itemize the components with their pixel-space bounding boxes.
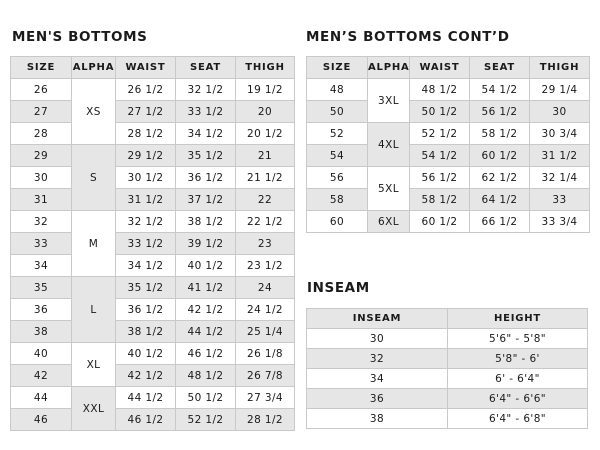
seat-cell: 44 1/2 xyxy=(176,321,236,343)
table-row xyxy=(307,145,590,167)
table-row xyxy=(307,369,588,389)
seat-cell: 56 1/2 xyxy=(470,101,530,123)
waist-cell: 33 1/2 xyxy=(116,233,176,255)
size-cell: 44 xyxy=(11,387,72,409)
seat-cell: 54 1/2 xyxy=(470,79,530,101)
thigh-cell: 20 xyxy=(236,101,295,123)
column-header: SEAT xyxy=(176,57,236,79)
table-row xyxy=(11,145,295,167)
waist-cell: 46 1/2 xyxy=(116,409,176,431)
size-cell: 48 xyxy=(307,79,368,101)
size-cell: 50 xyxy=(307,101,368,123)
table-row xyxy=(11,409,295,431)
table-row xyxy=(11,299,295,321)
seat-cell: 38 1/2 xyxy=(176,211,236,233)
table-row xyxy=(11,387,295,409)
thigh-cell: 31 1/2 xyxy=(530,145,590,167)
inseam-cell: 36 xyxy=(307,389,448,409)
table-row xyxy=(11,343,295,365)
header-row xyxy=(307,57,590,79)
column-header: INSEAM xyxy=(307,309,448,329)
table-row xyxy=(11,321,295,343)
table-row xyxy=(11,233,295,255)
size-cell: 28 xyxy=(11,123,72,145)
table-row xyxy=(307,123,590,145)
table-row xyxy=(11,189,295,211)
height-cell: 5'8" - 6' xyxy=(448,349,588,369)
seat-cell: 40 1/2 xyxy=(176,255,236,277)
size-cell: 40 xyxy=(11,343,72,365)
thigh-cell: 32 1/4 xyxy=(530,167,590,189)
waist-cell: 58 1/2 xyxy=(410,189,470,211)
size-cell: 30 xyxy=(11,167,72,189)
thigh-cell: 21 1/2 xyxy=(236,167,295,189)
seat-cell: 37 1/2 xyxy=(176,189,236,211)
table-row xyxy=(307,189,590,211)
header-row xyxy=(11,57,295,79)
height-cell: 6'4" - 6'6" xyxy=(448,389,588,409)
alpha-cell: XXL xyxy=(72,387,116,431)
size-cell: 38 xyxy=(11,321,72,343)
waist-cell: 52 1/2 xyxy=(410,123,470,145)
seat-cell: 46 1/2 xyxy=(176,343,236,365)
header-row xyxy=(307,309,588,329)
inseam-table xyxy=(306,308,588,429)
seat-cell: 50 1/2 xyxy=(176,387,236,409)
waist-cell: 56 1/2 xyxy=(410,167,470,189)
thigh-cell: 25 1/4 xyxy=(236,321,295,343)
column-header: WAIST xyxy=(410,57,470,79)
seat-cell: 41 1/2 xyxy=(176,277,236,299)
inseam-cell: 38 xyxy=(307,409,448,429)
thigh-cell: 30 xyxy=(530,101,590,123)
column-header: THIGH xyxy=(236,57,295,79)
size-cell: 26 xyxy=(11,79,72,101)
thigh-cell: 24 xyxy=(236,277,295,299)
thigh-cell: 23 1/2 xyxy=(236,255,295,277)
thigh-cell: 30 3/4 xyxy=(530,123,590,145)
seat-cell: 62 1/2 xyxy=(470,167,530,189)
alpha-cell: 6XL xyxy=(368,211,410,233)
size-cell: 34 xyxy=(11,255,72,277)
waist-cell: 26 1/2 xyxy=(116,79,176,101)
seat-cell: 48 1/2 xyxy=(176,365,236,387)
size-cell: 29 xyxy=(11,145,72,167)
size-cell: 35 xyxy=(11,277,72,299)
alpha-cell: L xyxy=(72,277,116,343)
alpha-cell: XL xyxy=(72,343,116,387)
table-row xyxy=(11,211,295,233)
thigh-cell: 20 1/2 xyxy=(236,123,295,145)
thigh-cell: 23 xyxy=(236,233,295,255)
table-row xyxy=(11,255,295,277)
inseam-cell: 30 xyxy=(307,329,448,349)
waist-cell: 30 1/2 xyxy=(116,167,176,189)
column-header: SIZE xyxy=(11,57,72,79)
waist-cell: 40 1/2 xyxy=(116,343,176,365)
size-cell: 58 xyxy=(307,189,368,211)
table-row xyxy=(11,277,295,299)
table-row xyxy=(307,101,590,123)
inseam-title: INSEAM xyxy=(307,280,370,296)
waist-cell: 31 1/2 xyxy=(116,189,176,211)
thigh-cell: 29 1/4 xyxy=(530,79,590,101)
seat-cell: 35 1/2 xyxy=(176,145,236,167)
mens-bottoms-contd-table xyxy=(306,56,590,233)
mens-bottoms-contd-title: MEN’S BOTTOMS CONT’D xyxy=(306,29,510,45)
thigh-cell: 24 1/2 xyxy=(236,299,295,321)
thigh-cell: 19 1/2 xyxy=(236,79,295,101)
size-cell: 31 xyxy=(11,189,72,211)
mens-bottoms-title: MEN'S BOTTOMS xyxy=(12,29,148,45)
waist-cell: 44 1/2 xyxy=(116,387,176,409)
waist-cell: 38 1/2 xyxy=(116,321,176,343)
alpha-cell: 5XL xyxy=(368,167,410,211)
table-row xyxy=(307,329,588,349)
seat-cell: 66 1/2 xyxy=(470,211,530,233)
size-cell: 42 xyxy=(11,365,72,387)
waist-cell: 60 1/2 xyxy=(410,211,470,233)
alpha-cell: S xyxy=(72,145,116,211)
column-header: HEIGHT xyxy=(448,309,588,329)
alpha-cell: 4XL xyxy=(368,123,410,167)
alpha-cell: XS xyxy=(72,79,116,145)
table-row xyxy=(307,167,590,189)
seat-cell: 33 1/2 xyxy=(176,101,236,123)
column-header: SEAT xyxy=(470,57,530,79)
seat-cell: 64 1/2 xyxy=(470,189,530,211)
alpha-cell: M xyxy=(72,211,116,277)
thigh-cell: 22 xyxy=(236,189,295,211)
waist-cell: 29 1/2 xyxy=(116,145,176,167)
seat-cell: 42 1/2 xyxy=(176,299,236,321)
waist-cell: 54 1/2 xyxy=(410,145,470,167)
size-cell: 46 xyxy=(11,409,72,431)
alpha-cell: 3XL xyxy=(368,79,410,123)
thigh-cell: 26 7/8 xyxy=(236,365,295,387)
size-cell: 52 xyxy=(307,123,368,145)
waist-cell: 32 1/2 xyxy=(116,211,176,233)
inseam-cell: 34 xyxy=(307,369,448,389)
seat-cell: 52 1/2 xyxy=(176,409,236,431)
thigh-cell: 21 xyxy=(236,145,295,167)
column-header: WAIST xyxy=(116,57,176,79)
table-row xyxy=(307,79,590,101)
size-cell: 56 xyxy=(307,167,368,189)
table-row xyxy=(11,167,295,189)
height-cell: 6' - 6'4" xyxy=(448,369,588,389)
seat-cell: 39 1/2 xyxy=(176,233,236,255)
seat-cell: 36 1/2 xyxy=(176,167,236,189)
table-row xyxy=(11,365,295,387)
column-header: ALPHA xyxy=(368,57,410,79)
table-row xyxy=(11,101,295,123)
inseam-cell: 32 xyxy=(307,349,448,369)
seat-cell: 32 1/2 xyxy=(176,79,236,101)
column-header: SIZE xyxy=(307,57,368,79)
column-header: ALPHA xyxy=(72,57,116,79)
thigh-cell: 28 1/2 xyxy=(236,409,295,431)
table-row xyxy=(307,211,590,233)
size-cell: 33 xyxy=(11,233,72,255)
height-cell: 6'4" - 6'8" xyxy=(448,409,588,429)
size-cell: 27 xyxy=(11,101,72,123)
table-row xyxy=(307,349,588,369)
seat-cell: 58 1/2 xyxy=(470,123,530,145)
thigh-cell: 26 1/8 xyxy=(236,343,295,365)
mens-bottoms-table xyxy=(10,56,295,431)
column-header: THIGH xyxy=(530,57,590,79)
thigh-cell: 33 xyxy=(530,189,590,211)
table-row xyxy=(11,123,295,145)
waist-cell: 50 1/2 xyxy=(410,101,470,123)
size-cell: 54 xyxy=(307,145,368,167)
seat-cell: 34 1/2 xyxy=(176,123,236,145)
size-cell: 60 xyxy=(307,211,368,233)
size-cell: 36 xyxy=(11,299,72,321)
waist-cell: 27 1/2 xyxy=(116,101,176,123)
table-row xyxy=(11,79,295,101)
waist-cell: 28 1/2 xyxy=(116,123,176,145)
waist-cell: 34 1/2 xyxy=(116,255,176,277)
height-cell: 5'6" - 5'8" xyxy=(448,329,588,349)
size-cell: 32 xyxy=(11,211,72,233)
waist-cell: 36 1/2 xyxy=(116,299,176,321)
waist-cell: 35 1/2 xyxy=(116,277,176,299)
table-row xyxy=(307,409,588,429)
thigh-cell: 27 3/4 xyxy=(236,387,295,409)
waist-cell: 48 1/2 xyxy=(410,79,470,101)
thigh-cell: 22 1/2 xyxy=(236,211,295,233)
thigh-cell: 33 3/4 xyxy=(530,211,590,233)
waist-cell: 42 1/2 xyxy=(116,365,176,387)
seat-cell: 60 1/2 xyxy=(470,145,530,167)
table-row xyxy=(307,389,588,409)
